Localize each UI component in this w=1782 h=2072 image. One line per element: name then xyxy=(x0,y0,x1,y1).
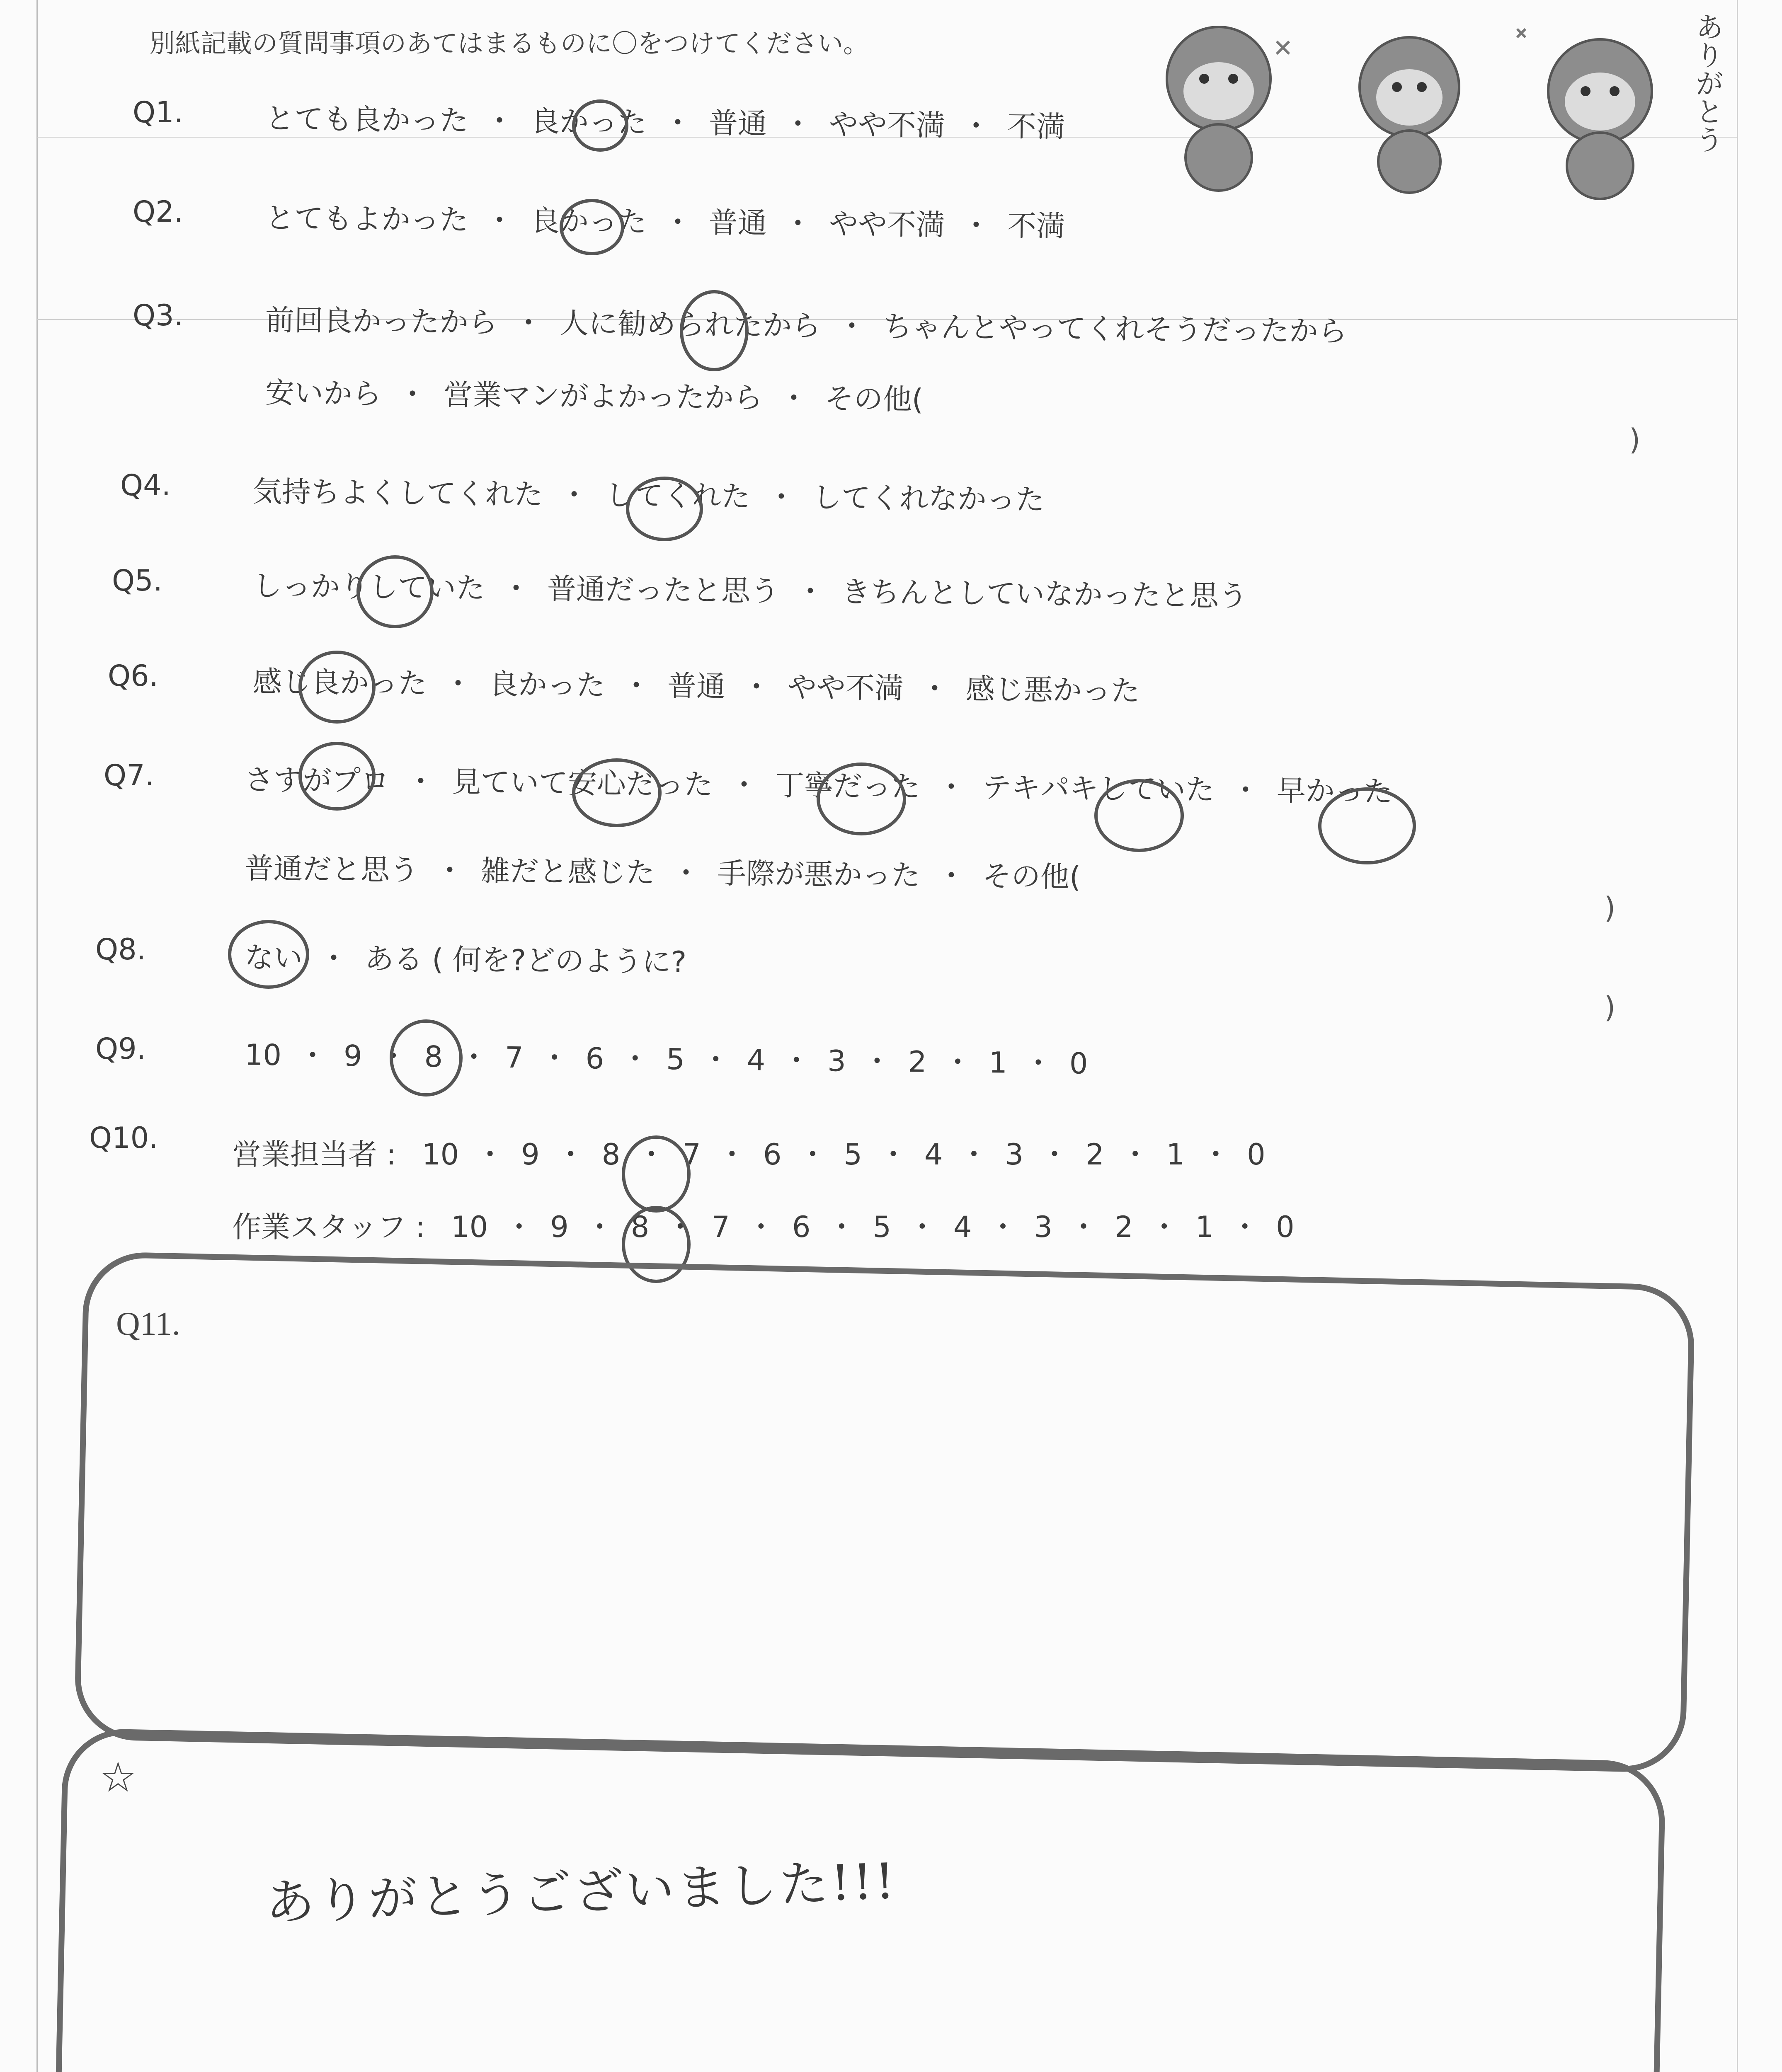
score-option: 3 xyxy=(1005,1138,1024,1172)
answer-option: 8 xyxy=(424,1039,443,1074)
answer-options-row xyxy=(265,370,924,419)
answer-option: 早かった xyxy=(1276,773,1393,809)
answer-option: 1 xyxy=(988,1046,1008,1080)
separator: ・ xyxy=(959,1138,989,1172)
question-number: Q3. xyxy=(133,298,183,332)
separator: ・ xyxy=(514,305,543,340)
separator: ・ xyxy=(701,1042,731,1077)
answer-option: 普通 xyxy=(667,669,726,704)
answer-option: きちんとしていなかったと思う xyxy=(841,575,1248,613)
separator: ・ xyxy=(717,1138,747,1172)
close-paren: ) xyxy=(1604,990,1616,1024)
answer-options-row xyxy=(265,195,1066,245)
score-option: 5 xyxy=(873,1210,891,1244)
q11-comment-box xyxy=(74,1251,1695,1773)
separator: ・ xyxy=(783,206,813,241)
score-option: 9 xyxy=(521,1138,540,1172)
q10-sales-label: 営業担当者 : xyxy=(232,1138,396,1172)
separator: ・ xyxy=(1230,1210,1260,1244)
answer-circle xyxy=(298,742,376,811)
separator: ・ xyxy=(1040,1138,1069,1172)
separator: ・ xyxy=(746,1210,776,1244)
answer-circle xyxy=(1318,787,1416,864)
separator: ・ xyxy=(779,381,809,416)
question-number: Q8. xyxy=(95,932,146,966)
answer-options-row xyxy=(253,658,1140,709)
mascot-caption: ありがとう xyxy=(1691,12,1724,153)
answer-circle xyxy=(1094,779,1184,852)
separator: ・ xyxy=(663,205,693,240)
answer-option: 6 xyxy=(585,1041,604,1076)
separator: ・ xyxy=(837,309,867,344)
close-paren: ) xyxy=(1629,423,1641,457)
answer-option: 普通 xyxy=(708,106,767,141)
separator: ・ xyxy=(827,1210,856,1244)
answer-option: 安いから xyxy=(265,375,382,411)
q10-staff-label: 作業スタッフ : xyxy=(232,1210,425,1244)
answer-option: 丁寧だった xyxy=(775,768,921,804)
score-option: 7 xyxy=(711,1210,730,1244)
answer-options-row xyxy=(265,297,1348,350)
question-number: Q2. xyxy=(133,195,183,229)
answer-circle xyxy=(560,199,624,255)
score-option: 4 xyxy=(953,1210,972,1244)
answer-circle xyxy=(572,758,662,827)
separator: ・ xyxy=(319,941,349,976)
answer-option: やや不満 xyxy=(829,107,946,143)
monkey-mascots-illustration xyxy=(1152,8,1733,203)
score-option: 0 xyxy=(1276,1210,1295,1244)
question-number: Q9. xyxy=(95,1032,146,1066)
answer-option: 普通 xyxy=(708,206,767,240)
separator: ・ xyxy=(781,1043,811,1078)
answer-option: 感じ良かった xyxy=(252,664,427,701)
separator: ・ xyxy=(1201,1138,1231,1172)
answer-option: その他( xyxy=(824,381,924,417)
answer-options-row xyxy=(265,95,1066,145)
answer-option: 5 xyxy=(666,1042,685,1077)
separator: ・ xyxy=(540,1041,570,1075)
answer-circle xyxy=(626,477,703,541)
answer-option: してくれた xyxy=(605,478,751,514)
answer-option: 良かった xyxy=(530,203,647,239)
separator: ・ xyxy=(961,109,991,143)
instructions: 別紙記載の質問事項のあてはまるものに〇をつけてください。 xyxy=(149,28,869,58)
star-icon: ☆ xyxy=(99,1755,137,1801)
answer-option: 良かった xyxy=(530,104,647,140)
separator: ・ xyxy=(637,1138,666,1172)
answer-option: 不満 xyxy=(1007,208,1066,244)
separator: ・ xyxy=(398,377,427,411)
separator: ・ xyxy=(1149,1210,1179,1244)
answer-option: 4 xyxy=(747,1043,766,1077)
answer-option: 気持ちよくしてくれた xyxy=(252,474,543,512)
score-option: 1 xyxy=(1166,1138,1185,1172)
separator: ・ xyxy=(504,1210,534,1244)
separator: ・ xyxy=(501,571,531,606)
score-option: 6 xyxy=(763,1138,782,1172)
score-option: 9 xyxy=(550,1210,569,1244)
answer-option: ちゃんとやってくれそうだったから xyxy=(883,309,1348,349)
separator: ・ xyxy=(666,1210,695,1244)
separator: ・ xyxy=(378,1039,408,1074)
score-option: 5 xyxy=(844,1138,862,1172)
separator: ・ xyxy=(795,574,825,609)
answer-circle xyxy=(680,290,749,371)
separator: ・ xyxy=(585,1210,614,1244)
separator: ・ xyxy=(663,105,693,140)
separator: ・ xyxy=(485,203,514,238)
answer-circle xyxy=(298,651,376,724)
question-number: Q5. xyxy=(112,564,162,598)
separator: ・ xyxy=(783,107,813,141)
separator: ・ xyxy=(943,1045,972,1080)
separator: ・ xyxy=(862,1044,892,1079)
q10-row-sales xyxy=(232,1131,1266,1173)
answer-option: 手際が悪かった xyxy=(717,856,921,893)
answer-option: やや不満 xyxy=(829,207,946,242)
score-option: 2 xyxy=(1115,1210,1133,1244)
score-option: 10 xyxy=(451,1210,488,1244)
answer-option: テキパキしていた xyxy=(982,770,1215,807)
score-option: 0 xyxy=(1247,1138,1266,1172)
separator: ・ xyxy=(298,1038,327,1073)
score-option: 8 xyxy=(601,1138,621,1172)
answer-option: 感じ悪かった xyxy=(965,672,1140,708)
separator: ・ xyxy=(907,1210,937,1244)
answer-circle xyxy=(356,555,434,628)
score-option: 2 xyxy=(1086,1138,1104,1172)
q10-scale xyxy=(405,1138,1266,1172)
answer-option: 普通だと思う xyxy=(244,851,419,887)
separator: ・ xyxy=(936,858,966,893)
separator: ・ xyxy=(729,767,759,802)
answer-option: 3 xyxy=(827,1044,846,1078)
answer-circle xyxy=(817,762,906,835)
score-option: 3 xyxy=(1034,1210,1053,1244)
score-option: 4 xyxy=(924,1138,943,1172)
question-number: Q4. xyxy=(120,468,171,502)
separator: ・ xyxy=(766,479,796,514)
separator: ・ xyxy=(671,856,701,890)
answer-option: 2 xyxy=(908,1045,927,1079)
separator: ・ xyxy=(620,1041,650,1076)
separator: ・ xyxy=(475,1138,505,1172)
score-option: 7 xyxy=(682,1138,701,1172)
answer-options-row xyxy=(245,934,687,980)
separator: ・ xyxy=(621,668,651,703)
right-margin-line xyxy=(1737,0,1738,2072)
answer-option: 10 xyxy=(244,1038,282,1072)
separator: ・ xyxy=(878,1138,908,1172)
score-option: 1 xyxy=(1195,1210,1214,1244)
answer-option: 人に勧められたから xyxy=(559,306,821,343)
separator: ・ xyxy=(798,1138,827,1172)
question-number: Q6. xyxy=(108,659,158,693)
separator: ・ xyxy=(559,477,589,512)
q10-row-staff xyxy=(232,1204,1295,1246)
answer-options-row xyxy=(245,1031,1088,1082)
answer-options-row xyxy=(245,845,1081,896)
answer-option: その他( xyxy=(982,859,1081,894)
separator: ・ xyxy=(1231,773,1261,808)
answer-option: 営業マンがよかったから xyxy=(443,378,763,415)
answer-option: とても良かった xyxy=(265,101,469,138)
score-option: 6 xyxy=(792,1210,811,1244)
answer-option: 雑だと感じた xyxy=(480,854,655,890)
score-option: 8 xyxy=(630,1210,650,1244)
answer-option: 普通だったと思う xyxy=(547,571,780,608)
question-number: Q10. xyxy=(89,1121,158,1155)
question-number: Q7. xyxy=(104,758,154,792)
answer-option: してくれなかった xyxy=(812,480,1045,517)
separator: ・ xyxy=(920,671,950,706)
separator: ・ xyxy=(443,666,473,701)
handwritten-comment: ありがとうございました!!! xyxy=(264,1852,898,1932)
answer-option: 見ていて安心だった xyxy=(451,765,713,802)
separator: ・ xyxy=(988,1210,1018,1244)
answer-circle xyxy=(622,1135,691,1213)
q10-scale xyxy=(434,1210,1295,1244)
question-number: Q1. xyxy=(133,95,183,129)
separator: ・ xyxy=(742,670,771,704)
close-paren: ) xyxy=(1604,891,1616,925)
answer-circle xyxy=(228,920,309,989)
separator: ・ xyxy=(1120,1138,1150,1172)
answer-option: 良かった xyxy=(489,667,606,702)
answer-option: さすがプロ xyxy=(244,762,390,799)
answer-option: ある ( 何を?どのように? xyxy=(364,942,687,979)
answer-option: しっかりしていた xyxy=(252,569,485,605)
separator: ・ xyxy=(485,104,514,138)
score-option: 10 xyxy=(422,1138,459,1172)
separator: ・ xyxy=(406,764,436,799)
answer-circle xyxy=(572,99,628,152)
answer-option: 9 xyxy=(343,1038,363,1073)
answer-option: ない xyxy=(244,940,303,975)
separator: ・ xyxy=(556,1138,585,1172)
answer-option: とてもよかった xyxy=(265,201,469,237)
answer-circle xyxy=(390,1019,463,1097)
answer-option: 7 xyxy=(504,1040,524,1075)
answer-option: 不満 xyxy=(1007,109,1066,144)
left-margin-line xyxy=(36,0,38,2072)
separator: ・ xyxy=(459,1040,489,1075)
separator: ・ xyxy=(435,853,465,888)
q11-label: Q11. xyxy=(116,1306,180,1342)
answer-option: 0 xyxy=(1069,1046,1088,1081)
separator: ・ xyxy=(1023,1046,1053,1080)
separator: ・ xyxy=(936,770,966,804)
answer-option: やや不満 xyxy=(787,670,904,706)
separator: ・ xyxy=(961,208,991,243)
answer-option: 前回良かったから xyxy=(265,303,498,340)
separator: ・ xyxy=(1069,1210,1098,1244)
